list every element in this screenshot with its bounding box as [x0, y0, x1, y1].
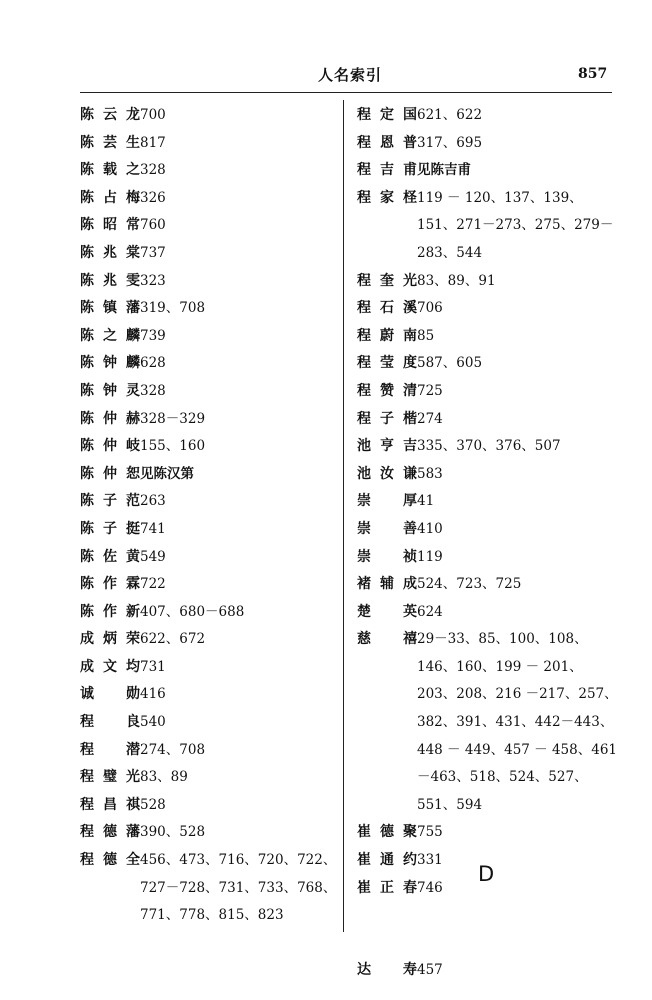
index-entry — [80, 323, 342, 351]
entry-name: 池汝谦 — [357, 465, 417, 482]
index-entry — [80, 681, 342, 709]
entry-name: 陈作新 — [80, 603, 140, 620]
entry-name: 陈佐黄 — [80, 548, 140, 565]
entry-name: 陈云龙 — [80, 107, 140, 123]
entry-name: 陈仲恕 — [80, 465, 140, 482]
entry-name: 陈兆棠 — [80, 244, 140, 261]
index-entry — [80, 488, 342, 516]
entry-name: 程德全 — [80, 852, 140, 869]
index-entry — [80, 819, 342, 847]
entry-cross-reference: 见陈吉甫 — [417, 162, 471, 179]
entry-name: 崇 厚 — [357, 493, 417, 510]
entry-name: 程赞清 — [357, 382, 417, 399]
entry-pages: 725 — [417, 382, 443, 399]
index-entry — [357, 819, 619, 847]
index-entry — [80, 378, 342, 406]
entry-name: 程德藩 — [80, 824, 140, 841]
entry-name: 诚 勋 — [80, 686, 140, 703]
index-entry — [357, 130, 619, 158]
page-number: 857 — [578, 66, 608, 82]
entry-name: 程 良 — [80, 714, 140, 731]
entry-name: 陈仲赫 — [80, 410, 140, 427]
entry-name: 陈芸生 — [80, 134, 140, 151]
index-entry — [80, 737, 342, 765]
entry-name: 程石溪 — [357, 300, 417, 317]
entry-name: 崔德聚 — [357, 824, 417, 841]
header-rule — [80, 92, 612, 93]
entry-pages: 319、708 — [140, 300, 206, 317]
entry-pages: 456、473、716、720、722、727－728、731、733、768、771、778、815、823 — [140, 852, 337, 924]
index-entry — [80, 764, 342, 792]
entry-pages: 331 — [417, 852, 443, 869]
entry-pages: 29－33、85、100、108、146、160、199 － 201、203、208、216 －217、257、382、391、431、442－443、448 － 449、457 － 458、461－463、518、524、527、551、594 — [417, 631, 618, 813]
entry-name: 程子楷 — [357, 410, 417, 427]
entry-name: 池亨吉 — [357, 438, 417, 455]
entry-pages: 323 — [140, 272, 166, 289]
entry-pages: 83、89 — [140, 769, 188, 786]
entry-pages: 326 — [140, 189, 166, 206]
entry-name: 崇 善 — [357, 520, 417, 537]
entry-pages: 328 — [140, 382, 166, 399]
entry-pages: 621、622 — [417, 107, 483, 123]
index-entry — [80, 350, 342, 378]
index-column-left — [80, 102, 342, 930]
entry-name: 陈钟麟 — [80, 355, 140, 372]
entry-name: 慈 禧 — [357, 631, 417, 648]
entry-pages: 760 — [140, 217, 166, 234]
index-entry — [80, 102, 342, 130]
entry-name: 程吉甫 — [357, 162, 417, 179]
entry-name: 程蔚南 — [357, 327, 417, 344]
index-entry — [80, 516, 342, 544]
entry-pages: 755 — [417, 824, 443, 841]
entry-name: 陈钟灵 — [80, 382, 140, 399]
entry-pages: 540 — [140, 714, 166, 731]
index-entry — [357, 185, 619, 268]
entry-pages: 524、723、725 — [417, 576, 522, 593]
column-divider — [343, 100, 344, 932]
entry-pages: 274、708 — [140, 741, 206, 758]
entry-name: 达 寿 — [357, 962, 417, 979]
entry-pages: 416 — [140, 686, 166, 703]
entry-pages: 731 — [140, 658, 166, 675]
entry-pages: 622、672 — [140, 631, 206, 648]
entry-pages: 739 — [140, 327, 166, 344]
entry-name: 程璧光 — [80, 769, 140, 786]
index-entry — [80, 268, 342, 296]
entry-pages: 119 — [417, 548, 443, 565]
entry-pages: 335、370、376、507 — [417, 438, 561, 455]
index-entry — [357, 544, 619, 572]
index-entry — [80, 461, 342, 489]
section-letter-heading: D — [478, 862, 495, 886]
index-entry — [357, 461, 619, 489]
entry-pages: 410 — [417, 520, 443, 537]
index-entry — [357, 157, 619, 185]
entry-pages: 700 — [140, 107, 166, 123]
page-header-title: 人名索引 — [318, 66, 383, 84]
entry-pages: 624 — [417, 603, 443, 620]
entry-pages: 317、695 — [417, 134, 483, 151]
index-column-right — [357, 102, 619, 985]
entry-name: 程 潜 — [80, 741, 140, 758]
entry-name: 程恩普 — [357, 134, 417, 151]
entry-name: 程昌祺 — [80, 796, 140, 813]
entry-pages: 457 — [417, 962, 443, 979]
index-entry — [80, 599, 342, 627]
entry-name: 陈作霖 — [80, 576, 140, 593]
index-entry — [80, 130, 342, 158]
index-entry — [80, 240, 342, 268]
section-spacer — [357, 930, 619, 958]
entry-pages: 407、680－688 — [140, 603, 245, 620]
index-entry — [357, 957, 619, 985]
entry-pages: 155、160 — [140, 438, 206, 455]
entry-name: 陈仲岐 — [80, 438, 140, 455]
index-entry — [80, 185, 342, 213]
entry-pages: 628 — [140, 355, 166, 372]
index-entry — [80, 709, 342, 737]
index-entry — [80, 544, 342, 572]
entry-pages: 119 － 120、137、139、151、271－273、275、279－283、544 — [417, 189, 614, 261]
section-spacer — [357, 902, 619, 930]
entry-pages: 328－329 — [140, 410, 206, 427]
index-entry — [357, 378, 619, 406]
index-entry — [357, 350, 619, 378]
index-entry — [357, 433, 619, 461]
entry-pages: 274 — [417, 410, 443, 427]
entry-pages: 83、89、91 — [417, 272, 496, 289]
entry-pages: 583 — [417, 465, 443, 482]
entry-name: 陈子范 — [80, 493, 140, 510]
index-entry — [80, 433, 342, 461]
entry-pages: 85 — [417, 327, 435, 344]
entry-pages: 587、605 — [417, 355, 483, 372]
entry-name: 楚 英 — [357, 603, 417, 620]
index-entry — [357, 516, 619, 544]
entry-name: 崔正春 — [357, 879, 417, 896]
entry-pages: 390、528 — [140, 824, 206, 841]
entry-pages: 817 — [140, 134, 166, 151]
entry-pages: 722 — [140, 576, 166, 593]
index-entry — [357, 295, 619, 323]
entry-pages: 746 — [417, 879, 443, 896]
entry-pages: 706 — [417, 300, 443, 317]
entry-name: 陈载之 — [80, 162, 140, 179]
entry-name: 成文均 — [80, 658, 140, 675]
index-entry — [357, 268, 619, 296]
entry-name: 陈兆雯 — [80, 272, 140, 289]
index-entry — [357, 323, 619, 351]
entry-name: 陈之麟 — [80, 327, 140, 344]
index-entry — [80, 654, 342, 682]
index-entry — [80, 847, 342, 930]
entry-pages: 737 — [140, 244, 166, 261]
index-entry — [357, 406, 619, 434]
entry-name: 陈昭常 — [80, 217, 140, 234]
entry-cross-reference: 见陈汉第 — [140, 465, 194, 482]
entry-name: 陈占梅 — [80, 189, 140, 206]
entry-pages: 328 — [140, 162, 166, 179]
index-entry — [357, 488, 619, 516]
entry-name: 程定国 — [357, 107, 417, 123]
entry-name: 褚辅成 — [357, 576, 417, 593]
index-entry — [80, 212, 342, 240]
entry-name: 陈镇藩 — [80, 300, 140, 317]
index-entry — [357, 102, 619, 130]
entry-name: 崔通约 — [357, 852, 417, 869]
index-entry — [357, 626, 619, 819]
entry-name: 程莹度 — [357, 355, 417, 372]
index-entry — [80, 406, 342, 434]
entry-pages: 41 — [417, 493, 435, 510]
entry-pages: 741 — [140, 520, 166, 537]
entry-name: 成炳荣 — [80, 631, 140, 648]
index-entry — [80, 295, 342, 323]
entry-pages: 528 — [140, 796, 166, 813]
entry-name: 陈子挺 — [80, 520, 140, 537]
entry-name: 崇 祯 — [357, 548, 417, 565]
index-entry — [80, 626, 342, 654]
entry-pages: 263 — [140, 493, 166, 510]
entry-name: 程奎光 — [357, 272, 417, 289]
index-entry — [80, 157, 342, 185]
index-entry — [357, 571, 619, 599]
index-entry — [80, 571, 342, 599]
index-entry — [80, 792, 342, 820]
entry-name: 程家柽 — [357, 189, 417, 206]
index-entry — [357, 599, 619, 627]
entry-pages: 549 — [140, 548, 166, 565]
